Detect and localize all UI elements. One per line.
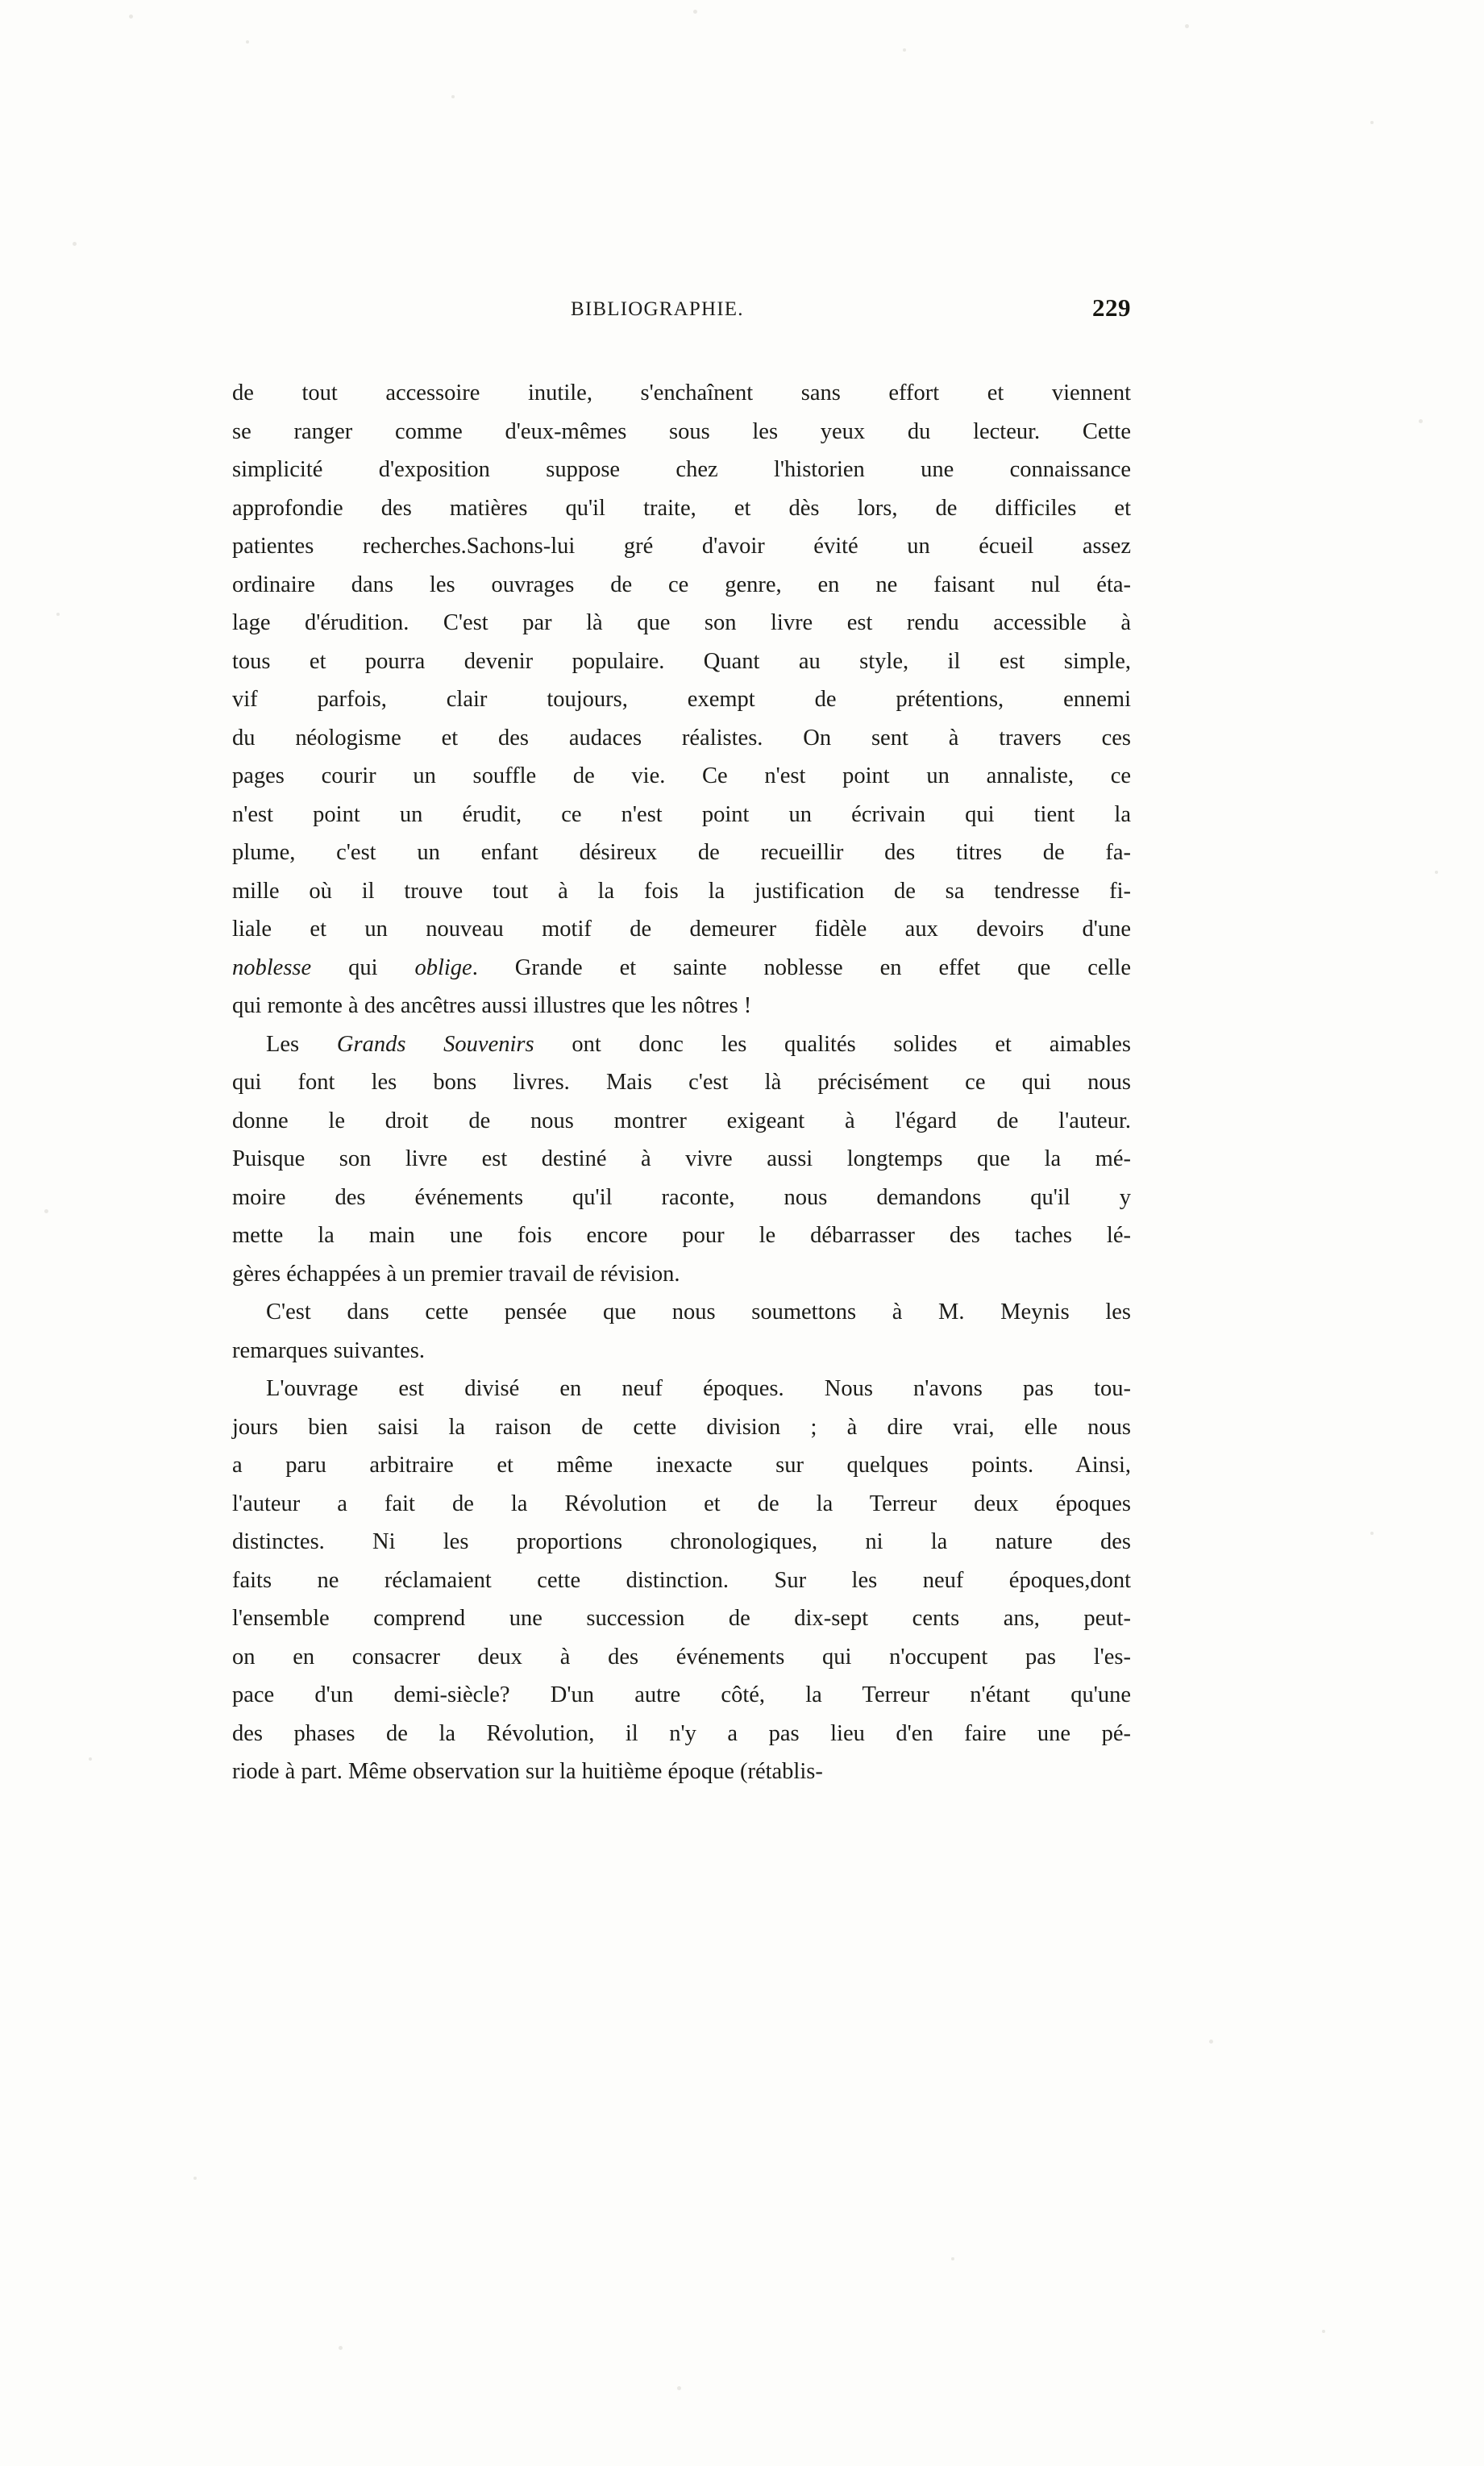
paper-speck [1185, 24, 1189, 28]
text-line: donne le droit de nous montrer exigeant à l'égard de l'auteur. [232, 1108, 1131, 1133]
text-line: jours bien saisi la raison de cette division ; à dire vrai, elle nous [232, 1414, 1131, 1440]
paper-speck [451, 95, 455, 98]
text-line: vif parfois, clair toujours, exempt de prétentions, ennemi [232, 687, 1131, 712]
text-line: l'auteur a fait de la Révolution et de la Terreur deux époques [232, 1491, 1131, 1516]
italic-term: noblesse [232, 954, 312, 980]
text-line: simplicité d'exposition suppose chez l'historien une connaissance [232, 457, 1131, 482]
paragraph-4 [232, 1370, 1131, 1791]
paper-speck [693, 10, 697, 14]
text-line: pace d'un demi-siècle? D'un autre côté, la Terreur n'étant qu'une [232, 1682, 1131, 1707]
running-head: BIBLIOGRAPHIE. [571, 298, 744, 320]
text-line-italic-lead: Les Grands Souvenirs ont donc les qualités solides et aimables [266, 1031, 1131, 1057]
text-line: on en consacrer deux à des événements qui n'occupent pas l'es- [232, 1644, 1131, 1670]
text-line: se ranger comme d'eux-mêmes sous les yeux du lecteur. Cette [232, 418, 1131, 444]
paper-speck [1419, 419, 1423, 423]
text-line: n'est point un érudit, ce n'est point un écrivain qui tient la [232, 801, 1131, 827]
text-line: faits ne réclamaient cette distinction. Sur les neuf époques,dont [232, 1567, 1131, 1593]
text-line: lage d'érudition. C'est par là que son livre est rendu accessible à [232, 610, 1131, 635]
text-line: qui font les bons livres. Mais c'est là précisément ce qui nous [232, 1070, 1131, 1095]
paper-speck [73, 242, 77, 246]
text-line: mille où il trouve tout à la fois la justification de sa tendresse fi- [232, 878, 1131, 904]
paper-speck [44, 1209, 48, 1213]
text-line: plume, c'est un enfant désireux de recueillir des titres de fa- [232, 840, 1131, 865]
text-line: patientes recherches.Sachons-lui gré d'avoir évité un écueil assez [232, 534, 1131, 559]
page-number: 229 [1092, 293, 1131, 322]
italic-term: Grands Souvenirs [336, 1031, 534, 1057]
text-line: a paru arbitraire et même inexacte sur quelques points. Ainsi, [232, 1453, 1131, 1478]
text-line-first [232, 1370, 1131, 1408]
text-line: de tout accessoire inutile, s'enchaînent sans effort et viennent [232, 381, 1131, 405]
paper-speck [677, 2386, 681, 2390]
paper-speck [193, 2177, 197, 2180]
text-line: moire des événements qu'il raconte, nous demandons qu'il y [232, 1184, 1131, 1210]
text-line: remarques suivantes. [232, 1337, 426, 1363]
paper-speck [903, 48, 906, 52]
text-line: liale et un nouveau motif de demeurer fidèle aux devoirs d'une [232, 917, 1131, 942]
text-line: qui remonte à des ancêtres aussi illustres que les nôtres ! [232, 993, 752, 1018]
text-line: tous et pourra devenir populaire. Quant au style, il est simple, [232, 648, 1131, 674]
paper-speck [339, 2346, 343, 2350]
text-line: distinctes. Ni les proportions chronologiques, ni la nature des [232, 1529, 1131, 1554]
paper-speck [951, 2257, 954, 2260]
text-block [232, 293, 1131, 1791]
paragraph-2 [232, 1025, 1131, 1294]
paper-speck [1209, 2040, 1213, 2044]
paper-speck [1370, 121, 1374, 124]
text-line-first [232, 1293, 1131, 1332]
text-line: L'ouvrage est divisé en neuf époques. Nous n'avons pas tou- [266, 1376, 1131, 1401]
text-line: Puisque son livre est destiné à vivre aussi longtemps que la mé- [232, 1146, 1131, 1171]
italic-term: oblige [414, 954, 472, 980]
paper-speck [89, 1757, 92, 1761]
page-header [232, 293, 1131, 345]
paragraph-3 [232, 1293, 1131, 1370]
paper-speck [129, 15, 133, 19]
text-line: des phases de la Révolution, il n'y a pas lieu d'en faire une pé- [232, 1720, 1131, 1746]
text-line: C'est dans cette pensée que nous soumettons à M. Meynis les [266, 1300, 1131, 1324]
text-line: riode à part. Même observation sur la huitième époque (rétablis- [232, 1759, 823, 1784]
paragraph-1 [232, 374, 1131, 1025]
text-line: gères échappées à un premier travail de révision. [232, 1261, 680, 1287]
text-line: mette la main une fois encore pour le débarrasser des taches lé- [232, 1223, 1131, 1248]
body-text [232, 374, 1131, 1791]
paper-speck [1322, 2330, 1325, 2333]
text-line: du néologisme et des audaces réalistes. On sent à travers ces [232, 725, 1131, 751]
text-line-italic-lead: noblesse qui oblige. Grande et sainte noblesse en effet que celle [232, 954, 1131, 980]
paper-speck [1435, 871, 1438, 874]
paper-speck [56, 613, 60, 616]
text-line: ordinaire dans les ouvrages de ce genre, en ne faisant nul éta- [232, 572, 1131, 597]
text-line: l'ensemble comprend une succession de dix-sept cents ans, peut- [232, 1606, 1131, 1631]
paper-speck [246, 40, 249, 44]
text-line: pages courir un souffle de vie. Ce n'est point un annaliste, ce [232, 763, 1131, 788]
text-line: approfondie des matières qu'il traite, et dès lors, de difficiles et [232, 495, 1131, 521]
paper-speck [1370, 1532, 1374, 1535]
